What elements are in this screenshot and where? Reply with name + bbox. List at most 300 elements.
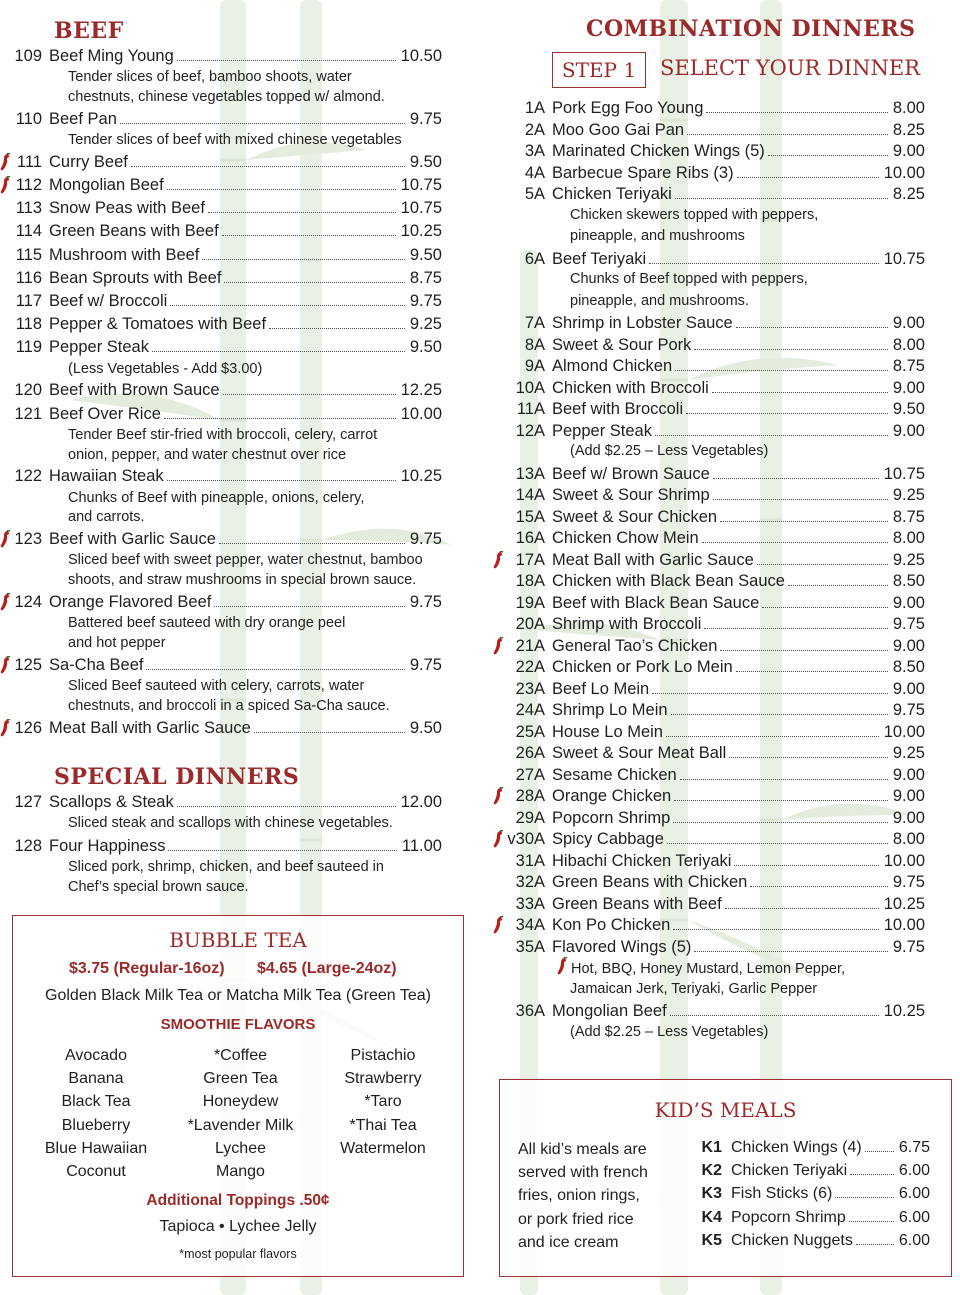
item-price: 9.00 xyxy=(892,421,925,440)
item-name: Kon Po Chicken xyxy=(552,916,671,934)
item-name: Pork Egg Foo Young xyxy=(552,99,704,117)
item-number: 35A xyxy=(515,937,545,956)
dot-leader xyxy=(214,606,405,607)
menu-item xyxy=(12,198,442,218)
item-name: Bean Sprouts with Beef xyxy=(49,268,222,287)
menu-item xyxy=(505,485,925,505)
item-price: 9.00 xyxy=(892,593,925,612)
chili-pepper-icon xyxy=(0,719,11,737)
smoothie-flavor: *Coffee xyxy=(213,1047,268,1064)
item-price: 9.00 xyxy=(892,314,925,332)
kids-meal-item xyxy=(700,1161,930,1184)
item-price: 10.25 xyxy=(883,894,925,913)
item-price: 8.00 xyxy=(892,529,925,547)
dot-leader xyxy=(850,1174,894,1175)
dot-leader xyxy=(167,189,396,190)
menu-item xyxy=(12,337,442,357)
item-description: (Less Vegetables - Add $3.00) xyxy=(68,360,263,377)
dot-leader xyxy=(673,822,888,823)
step-label: STEP 1 xyxy=(552,52,646,88)
chili-pepper-icon xyxy=(0,593,11,611)
item-price: 9.00 xyxy=(892,142,925,160)
item-price: 8.00 xyxy=(892,335,925,354)
item-description: Tender slices of beef with mixed chinese vegetables xyxy=(68,132,402,148)
menu-item xyxy=(505,614,925,634)
menu-item xyxy=(505,657,925,677)
item-price: 10.00 xyxy=(883,163,925,182)
item-description: and hot pepper xyxy=(68,635,166,651)
item-price: 8.50 xyxy=(892,658,925,676)
price-regular: $3.75 (Regular-16oz) xyxy=(69,960,225,977)
item-number: v30A xyxy=(507,830,545,848)
smoothie-flavor: Lychee xyxy=(215,1139,266,1157)
dot-leader xyxy=(757,564,888,565)
item-number: 9A xyxy=(524,357,545,375)
item-description: Tender slices of beef, bamboo shoots, water xyxy=(68,69,352,86)
item-description: Sliced steak and scallops with chinese vegetables. xyxy=(68,815,393,832)
item-name: Snow Peas with Beef xyxy=(49,199,205,218)
smoothie-flavor: *Thai Tea xyxy=(349,1116,417,1134)
kids-meal-item xyxy=(700,1184,930,1207)
smoothie-flavor: Strawberry xyxy=(344,1070,422,1088)
dot-leader xyxy=(737,177,879,178)
item-number: K4 xyxy=(701,1208,722,1226)
menu-item xyxy=(505,421,925,441)
item-price: 10.00 xyxy=(883,851,925,870)
item-description: Hot, BBQ, Honey Mustard, Lemon Pepper, xyxy=(570,957,845,981)
menu-item xyxy=(505,120,925,140)
smoothie-flavor: Watermelon xyxy=(340,1139,426,1157)
menu-item xyxy=(505,700,925,720)
item-description: and carrots. xyxy=(68,509,145,526)
dot-leader xyxy=(675,198,888,199)
menu-item xyxy=(12,268,442,288)
item-price: 9.00 xyxy=(892,679,925,698)
item-name: Pepper Steak xyxy=(49,338,149,357)
item-name: Beef with Brown Sauce xyxy=(49,381,220,400)
item-name: Beef w/ Brown Sauce xyxy=(552,464,710,483)
menu-item xyxy=(505,829,925,849)
menu-item xyxy=(505,743,925,763)
item-description: Chunks of Beef topped with peppers, xyxy=(570,271,808,287)
combination-dinners-title: COMBINATION DINNERS xyxy=(586,16,916,42)
menu-item xyxy=(12,46,442,66)
item-price: 9.75 xyxy=(892,615,925,633)
smoothie-flavor: Black Tea xyxy=(61,1093,131,1111)
menu-item xyxy=(12,152,442,172)
item-number: 15A xyxy=(515,507,545,526)
dot-leader xyxy=(713,478,879,479)
item-price: 9.50 xyxy=(892,400,925,418)
item-number: 109 xyxy=(14,47,42,65)
dot-leader xyxy=(712,392,888,393)
item-name: Green Beans with Beef xyxy=(49,222,219,241)
item-name: Hibachi Chicken Teriyaki xyxy=(552,851,732,870)
item-name: General Tao’s Chicken xyxy=(552,636,718,655)
item-number: 18A xyxy=(515,572,545,590)
kids-meals-box xyxy=(499,1079,952,1277)
item-number: 125 xyxy=(14,655,42,674)
item-number: 21A xyxy=(515,636,545,655)
item-price: 9.75 xyxy=(409,593,442,611)
item-name: Almond Chicken xyxy=(552,357,673,375)
dot-leader xyxy=(673,929,878,930)
menu-item xyxy=(505,593,925,613)
dot-leader xyxy=(652,693,888,694)
kids-blurb-line: fries, onion rings, xyxy=(518,1187,640,1205)
item-price: 10.25 xyxy=(400,467,442,486)
chili-pepper-icon xyxy=(0,176,11,194)
item-name: Shrimp Lo Mein xyxy=(552,701,668,719)
menu-item xyxy=(12,592,442,612)
menu-item xyxy=(505,915,925,935)
menu-item xyxy=(505,528,925,548)
kids-blurb-line: and ice cream xyxy=(518,1233,619,1251)
item-price: 9.75 xyxy=(409,292,442,310)
chili-pepper-icon xyxy=(0,656,11,674)
menu-item xyxy=(12,175,442,195)
smoothie-flavor: Blue Hawaiian xyxy=(44,1139,148,1157)
item-price: 6.75 xyxy=(898,1139,930,1156)
item-description: chestnuts, and broccoli in a spiced Sa-Cha sauce. xyxy=(68,697,390,714)
smoothie-flavors-column-3 xyxy=(318,1044,448,1160)
dot-leader xyxy=(762,607,888,608)
menu-item xyxy=(505,851,925,871)
special-dinners-title: SPECIAL DINNERS xyxy=(54,764,300,790)
dot-leader xyxy=(170,305,405,306)
menu-item xyxy=(12,314,442,334)
dot-leader xyxy=(865,1151,894,1152)
dot-leader xyxy=(694,951,888,952)
item-number: 122 xyxy=(14,467,42,486)
menu-item xyxy=(505,937,925,957)
menu-item xyxy=(505,808,925,828)
item-price: 9.75 xyxy=(409,655,442,674)
dot-leader xyxy=(720,650,887,651)
menu-item xyxy=(505,571,925,591)
item-price: 10.00 xyxy=(883,722,925,741)
dot-leader xyxy=(725,908,879,909)
item-name: Chicken Chow Mein xyxy=(552,529,699,547)
item-name: Chicken Teriyaki xyxy=(731,1162,848,1180)
smoothie-flavors-column-1 xyxy=(31,1044,161,1183)
smoothie-flavor: Banana xyxy=(68,1070,124,1088)
item-number: 7A xyxy=(524,314,545,332)
kids-meal-item xyxy=(700,1231,930,1254)
smoothie-flavor: Avocado xyxy=(65,1047,127,1064)
item-price: 9.75 xyxy=(409,530,442,549)
item-description: pineapple, and mushrooms. xyxy=(570,292,749,309)
item-number: 22A xyxy=(515,658,545,676)
item-price: 10.75 xyxy=(400,176,442,194)
item-number: 26A xyxy=(515,744,545,762)
menu-item xyxy=(505,141,925,161)
item-name: Chicken with Broccoli xyxy=(552,378,709,397)
item-name: Spicy Cabbage xyxy=(552,830,664,848)
item-price: 10.25 xyxy=(883,1002,925,1020)
kids-meal-item xyxy=(700,1208,930,1231)
smoothie-flavors-title: SMOOTHIE FLAVORS xyxy=(160,1016,316,1033)
item-name: Sweet & Sour Pork xyxy=(552,335,692,354)
chili-pepper-icon xyxy=(556,957,568,981)
item-number: 10A xyxy=(515,378,545,397)
item-name: Marinated Chicken Wings (5) xyxy=(552,142,765,160)
item-name: Flavored Wings (5) xyxy=(552,937,692,956)
item-price: 8.00 xyxy=(892,99,925,117)
step-title: SELECT YOUR DINNER xyxy=(660,56,921,80)
item-price: 11.00 xyxy=(401,836,442,855)
dot-leader xyxy=(202,259,404,260)
smoothie-flavor: Green Tea xyxy=(203,1070,278,1088)
item-name: Barbecue Spare Ribs (3) xyxy=(552,163,734,182)
dot-leader xyxy=(680,779,888,780)
item-description: shoots, and straw mushrooms in special brown sauce. xyxy=(68,572,417,589)
item-number: 1A xyxy=(524,99,545,117)
item-name: House Lo Mein xyxy=(552,722,663,741)
menu-item xyxy=(505,722,925,742)
item-number: 127 xyxy=(14,793,42,811)
menu-item xyxy=(505,636,925,656)
dot-leader xyxy=(713,499,888,500)
item-number: 113 xyxy=(15,199,42,218)
menu-item xyxy=(505,872,925,892)
menu-item xyxy=(12,291,442,311)
menu-item xyxy=(505,378,925,398)
chili-pepper-icon xyxy=(492,830,504,848)
dot-leader xyxy=(675,370,888,371)
menu-item xyxy=(505,184,925,204)
item-description: Tender Beef stir-fried with broccoli, celery, carrot xyxy=(68,426,378,443)
item-number: 2A xyxy=(524,120,545,139)
bubble-tea-box xyxy=(12,915,464,1277)
dot-leader xyxy=(750,886,888,887)
item-price: 6.00 xyxy=(898,1185,930,1203)
item-price: 12.25 xyxy=(400,381,442,400)
item-price: 12.00 xyxy=(400,793,442,811)
item-number: K2 xyxy=(701,1162,722,1180)
item-number: 8A xyxy=(524,335,545,354)
item-price: 9.75 xyxy=(892,873,925,891)
item-number: 120 xyxy=(14,381,42,400)
item-description: chestnuts, chinese vegetables topped w/ almond. xyxy=(68,89,385,105)
item-price: 9.50 xyxy=(409,152,442,171)
beef-section-title: BEEF xyxy=(54,18,124,44)
item-price: 10.00 xyxy=(883,916,925,934)
item-description: Chicken skewers topped with peppers, xyxy=(570,206,819,223)
menu-item xyxy=(505,163,925,183)
smoothie-flavor: Coconut xyxy=(66,1163,126,1181)
item-number: 116 xyxy=(15,268,42,287)
menu-item xyxy=(505,679,925,699)
menu-item xyxy=(12,221,442,241)
menu-item xyxy=(12,466,442,486)
item-number: 11A xyxy=(516,400,545,418)
item-price: 9.50 xyxy=(409,718,442,737)
menu-item xyxy=(12,404,442,424)
dot-leader xyxy=(177,806,396,807)
dot-leader xyxy=(131,166,405,167)
item-number: 118 xyxy=(15,315,42,334)
menu-item xyxy=(12,836,442,856)
item-price: 9.00 xyxy=(892,808,925,827)
dot-leader xyxy=(736,671,888,672)
menu-item xyxy=(12,380,442,400)
menu-item xyxy=(505,98,925,118)
item-number: 33A xyxy=(515,894,545,913)
item-price: 9.75 xyxy=(892,701,925,719)
dot-leader xyxy=(222,235,396,236)
item-price: 10.50 xyxy=(400,47,442,65)
item-name: Pepper & Tomatoes with Beef xyxy=(49,315,267,334)
dot-leader xyxy=(736,327,888,328)
item-price: 10.25 xyxy=(400,222,442,241)
menu-item xyxy=(505,249,925,269)
dot-leader xyxy=(208,212,396,213)
smoothie-flavor: Pistachio xyxy=(350,1047,416,1064)
item-name: Pepper Steak xyxy=(552,421,652,440)
dot-leader xyxy=(706,112,888,113)
item-name: Mongolian Beef xyxy=(49,176,164,194)
dot-leader xyxy=(671,714,888,715)
kids-meal-item xyxy=(700,1138,930,1161)
item-price: 6.00 xyxy=(898,1208,930,1226)
dot-leader xyxy=(686,413,888,414)
toppings-list: Tapioca • Lychee Jelly xyxy=(159,1218,317,1235)
item-name: Popcorn Shrimp xyxy=(731,1208,846,1226)
item-name: Beef Teriyaki xyxy=(552,249,647,268)
item-name: Sa-Cha Beef xyxy=(49,655,144,674)
dot-leader xyxy=(152,351,405,352)
item-name: Shrimp with Broccoli xyxy=(552,615,702,633)
additional-toppings-title: Additional Toppings .50¢ xyxy=(146,1192,330,1209)
item-number: 36A xyxy=(515,1002,545,1020)
dot-leader xyxy=(694,349,887,350)
chili-pepper-icon xyxy=(0,153,11,171)
item-number: 126 xyxy=(14,718,42,737)
dot-leader xyxy=(687,134,888,135)
item-name: Four Happiness xyxy=(49,836,166,855)
popular-flavors-footnote: *most popular flavors xyxy=(179,1247,297,1261)
menu-item xyxy=(505,335,925,355)
dot-leader xyxy=(729,757,888,758)
dot-leader xyxy=(849,1221,894,1222)
menu-item xyxy=(505,550,925,570)
item-price: 8.75 xyxy=(409,268,442,287)
item-number: 5A xyxy=(524,185,545,203)
item-price: 8.25 xyxy=(892,185,925,203)
dot-leader xyxy=(666,736,879,737)
kids-blurb-line: or pork fried rice xyxy=(518,1210,634,1228)
item-price: 9.00 xyxy=(892,787,925,805)
item-number: 121 xyxy=(14,404,42,423)
item-number: 34A xyxy=(515,916,545,934)
dot-leader xyxy=(720,521,888,522)
smoothie-flavor: *Lavender Milk xyxy=(187,1116,294,1134)
item-price: 9.50 xyxy=(409,245,442,264)
menu-item xyxy=(12,529,442,549)
item-number: K5 xyxy=(701,1231,722,1249)
item-price: 9.25 xyxy=(892,744,925,762)
item-name: Scallops & Steak xyxy=(49,793,174,811)
item-name: Chicken or Pork Lo Mein xyxy=(552,658,733,676)
dot-leader xyxy=(168,850,396,851)
dot-leader xyxy=(177,60,396,61)
menu-item xyxy=(505,464,925,484)
item-number: 12A xyxy=(515,421,545,440)
kids-meals-title: KID’S MEALS xyxy=(654,1098,797,1122)
item-price: 10.75 xyxy=(400,199,442,218)
item-number: 128 xyxy=(14,836,42,855)
item-number: 110 xyxy=(15,109,42,128)
item-number: 114 xyxy=(15,222,42,241)
dot-leader xyxy=(167,480,396,481)
kids-blurb-line: All kid’s meals are xyxy=(518,1141,647,1158)
item-name: Green Beans with Beef xyxy=(552,894,722,913)
item-name: Chicken Teriyaki xyxy=(552,185,672,203)
dot-leader xyxy=(670,1015,879,1016)
item-number: 111 xyxy=(16,152,42,171)
item-price: 9.75 xyxy=(409,109,442,128)
item-name: Beef Over Rice xyxy=(49,404,161,423)
menu-item xyxy=(12,109,442,129)
item-name: Beef with Black Bean Sauce xyxy=(552,593,760,612)
item-name: Curry Beef xyxy=(49,152,128,171)
item-name: Sweet & Sour Shrimp xyxy=(552,486,710,504)
item-number: 16A xyxy=(515,529,545,547)
item-name: Mushroom with Beef xyxy=(49,245,200,264)
item-price: 8.00 xyxy=(892,830,925,848)
item-description: pineapple, and mushrooms xyxy=(570,228,745,244)
item-number: 25A xyxy=(515,722,545,741)
dot-leader xyxy=(788,585,888,586)
smoothie-flavors-column-2 xyxy=(173,1044,308,1183)
dot-leader xyxy=(649,263,879,264)
item-price: 9.25 xyxy=(892,486,925,504)
item-description: onion, pepper, and water chestnut over rice xyxy=(68,446,347,463)
item-price: 10.75 xyxy=(883,249,925,268)
item-description: Sliced beef with sweet pepper, water chestnut, bamboo xyxy=(68,552,423,569)
menu-item xyxy=(505,765,925,785)
smoothie-flavor: *Taro xyxy=(364,1093,402,1111)
chili-pepper-icon xyxy=(0,530,11,548)
dot-leader xyxy=(655,435,888,436)
menu-item xyxy=(505,786,925,806)
menu-item xyxy=(505,313,925,333)
item-number: 19A xyxy=(515,593,545,612)
item-price: 9.25 xyxy=(892,550,925,569)
item-name: Beef Pan xyxy=(49,109,117,128)
item-description: Sliced Beef sauteed with celery, carrots, water xyxy=(68,678,365,694)
item-description: Jamaican Jerk, Teriyaki, Garlic Pepper xyxy=(570,980,818,997)
item-number: 115 xyxy=(15,245,42,264)
item-name: Sweet & Sour Meat Ball xyxy=(552,744,727,762)
dot-leader xyxy=(146,669,404,670)
item-price: 6.00 xyxy=(898,1162,930,1180)
menu-item xyxy=(12,718,442,738)
item-name: Beef Ming Young xyxy=(49,47,174,65)
dot-leader xyxy=(856,1244,894,1245)
item-name: Chicken with Black Bean Sauce xyxy=(552,572,785,590)
item-price: 9.00 xyxy=(892,636,925,655)
item-price: 9.75 xyxy=(892,937,925,956)
smoothie-flavor: Blueberry xyxy=(61,1116,131,1134)
item-name: Beef w/ Broccoli xyxy=(49,292,168,310)
menu-item xyxy=(12,655,442,675)
item-name: Sweet & Sour Chicken xyxy=(552,507,718,526)
item-description: Chef’s special brown sauce. xyxy=(68,879,249,896)
dot-leader xyxy=(702,542,888,543)
item-number: 112 xyxy=(15,176,42,194)
